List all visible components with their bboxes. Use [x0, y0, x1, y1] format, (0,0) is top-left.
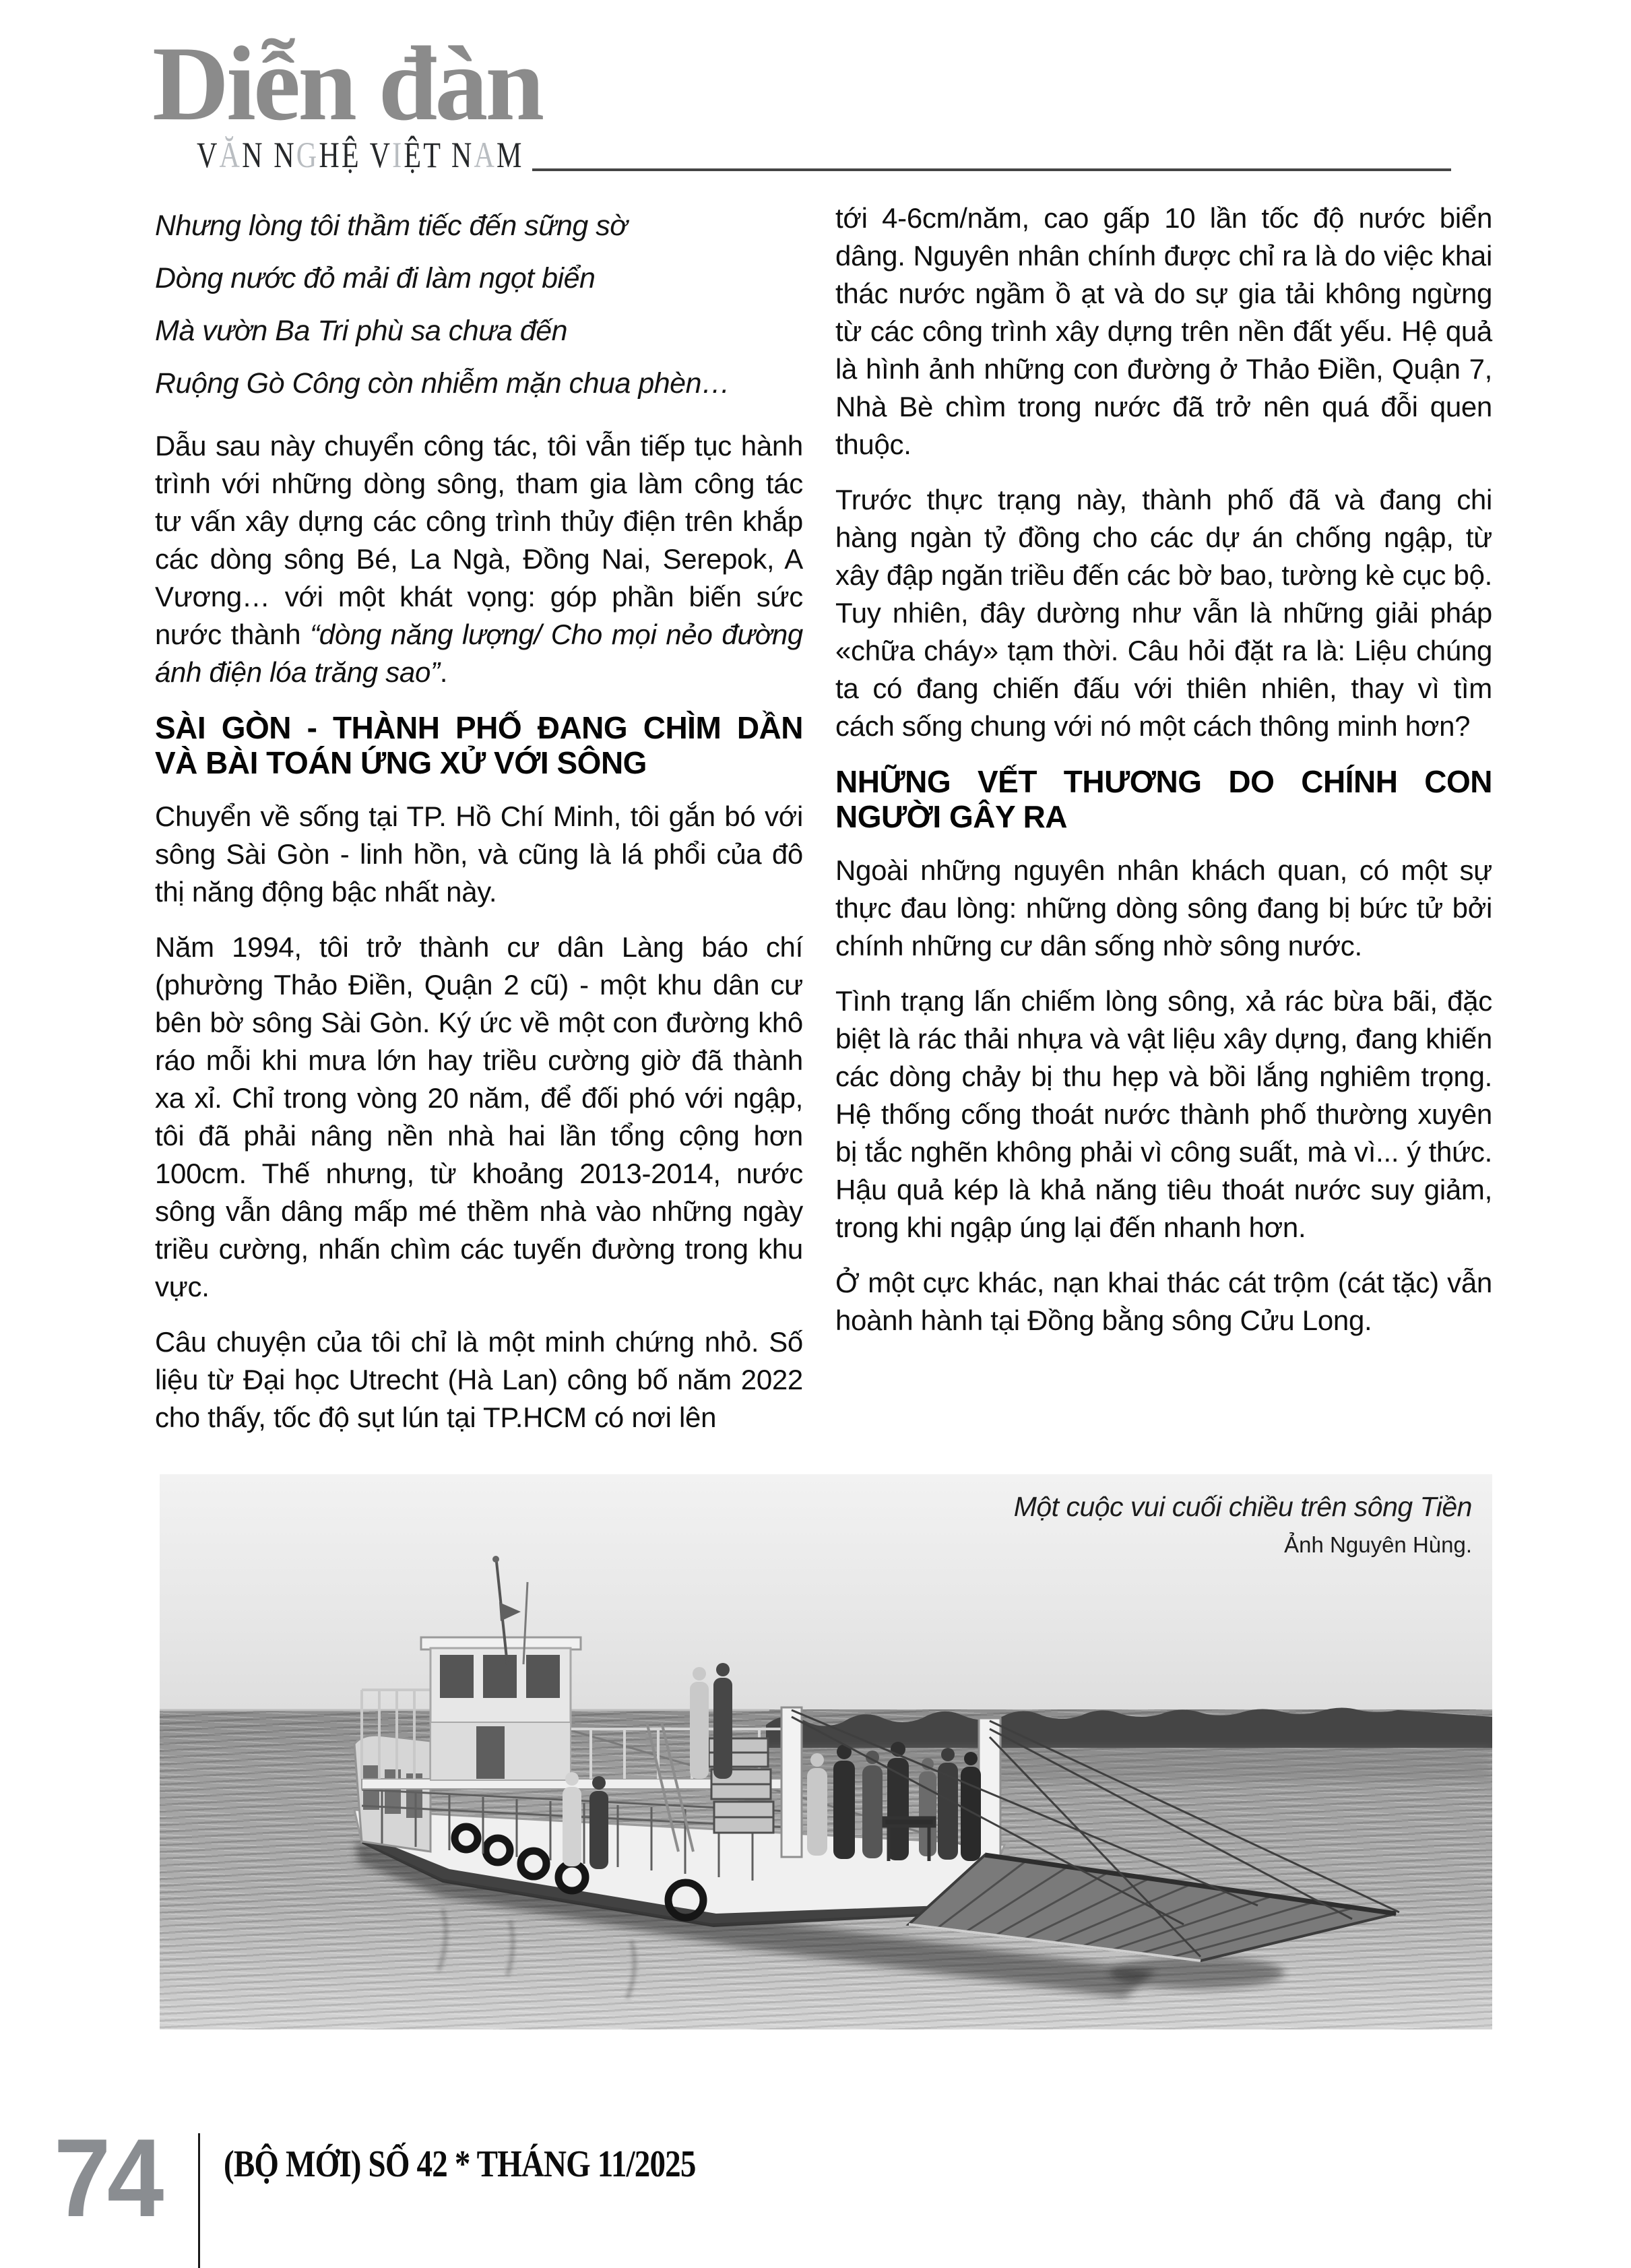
paragraph: Trước thực trạng này, thành phố đã và đang chi hàng ngàn tỷ đồng cho các dự án chống ngập, từ xây đập ngăn triều đến các bờ bao, tường kè cục bộ. Tuy nhiên, đây dường như vẫn là những giải pháp «chữa cháy» tạm thời. Câu hỏi đặt ra là: Liệu chúng ta có đang chiến đấu với thiên nhiên, thay vì tìm cách sống chung với nó một cách thông minh hơn? — [835, 484, 1492, 742]
heading-line: SÀI GÒN - THÀNH PHỐ ĐANG CHÌM DẦN — [155, 710, 803, 745]
heading-line: NHỮNG VẾT THƯƠNG DO CHÍNH CON — [835, 764, 1492, 799]
treeline — [766, 1707, 1492, 1748]
paragraph-text: Dẫu sau này chuyển công tác, tôi vẫn tiếp tục hành trình với những dòng sông, tham gia làm công tác tư vấn xây dựng các công trình thủy điện trên khắp các dòng sông Bé, La Ngà, Đồng Nai, Serepok, A Vương… với một khát vọng: góp phần biến sức nước thành — [155, 430, 803, 650]
paragraph: Ngoài những nguyên nhân khách quan, có một sự thực đau lòng: những dòng sông đang bị bức tử bởi chính những cư dân sống nhờ sông nước. — [835, 854, 1492, 962]
footer-divider — [198, 2133, 200, 2268]
bow-post-left — [781, 1707, 802, 1857]
issue-line: (BỘ MỚI) SỐ 42 * THÁNG 11/2025 — [224, 2143, 696, 2185]
heading-line: VÀ BÀI TOÁN ỨNG XỬ VỚI SÔNG — [155, 745, 647, 780]
photo-caption: Một cuộc vui cuối chiều trên sông Tiền — [1013, 1491, 1472, 1522]
page-number: 74 — [54, 2116, 160, 2240]
wheelhouse-windows — [440, 1655, 560, 1698]
poem-block — [155, 199, 803, 410]
flag — [499, 1602, 521, 1621]
right-column — [835, 199, 1492, 1437]
section-heading-saigon — [155, 710, 803, 780]
photo-credit: Ảnh Nguyên Hùng. — [1284, 1532, 1472, 1557]
poem-line: Mà vườn Ba Tri phù sa chưa đến — [155, 315, 568, 347]
paragraph: Năm 1994, tôi trở thành cư dân Làng báo chí (phường Thảo Điền, Quận 2 cũ) - một khu dân cư bên bờ sông Sài Gòn. Ký ức về một con đường khô ráo mỗi khi mưa lớn hay triều cường giờ đã thành xa xỉ. Chỉ trong vòng 20 năm, để đối phó với ngập, tôi đã phải nâng nền nhà hai lần tổng cộng hơn 100cm. Thế nhưng, từ khoảng 2013-2014, nước sông vẫn dâng mấp mé thềm nhà vào những ngày triều cường, nhấn chìm các tuyến đường trong khu vực. — [155, 931, 803, 1302]
paragraph: Tình trạng lấn chiếm lòng sông, xả rác bừa bãi, đặc biệt là rác thải nhựa và vật liệu xây dựng, đang khiến các dòng chảy bị thu hẹp và bồi lắng nghiêm trọng. Hệ thống cống thoát nước thành phố thường xuyên bị tắc nghẽn không phải vì công suất, mà vì... ý thức. Hậu quả kép là khả năng tiêu thoát nước suy giảm, trong khi ngập úng lại đến nhanh hơn. — [835, 985, 1492, 1243]
paragraph-text: . — [439, 656, 448, 688]
article-body — [155, 199, 1492, 1437]
poem-line: Dòng nước đỏ mải đi làm ngọt biển — [155, 262, 596, 294]
poem-line: Ruộng Gò Công còn nhiễm mặn chua phèn… — [155, 367, 730, 400]
ferry-photo — [160, 1474, 1492, 2029]
wheelhouse-door — [476, 1726, 505, 1779]
masthead-subtitle: VĂN NGHỆ VIỆT NAM — [197, 135, 524, 175]
paragraph: Câu chuyện của tôi chỉ là một minh chứng nhỏ. Số liệu từ Đại học Utrecht (Hà Lan) công bố năm 2022 cho thấy, tốc độ sụt lún tại TP.HCM có nơi lên — [155, 1326, 803, 1433]
heading-line: NGƯỜI GÂY RA — [835, 799, 1068, 834]
paragraph: tới 4-6cm/năm, cao gấp 10 lần tốc độ nước biển dâng. Nguyên nhân chính được chỉ ra là do việc khai thác nước ngầm ồ ạt và do sự gia tải không ngừng từ các công trình xây dựng trên nền đất yếu. Hệ quả là hình ảnh những con đường ở Thảo Điền, Quận 7, Nhà Bè chìm trong nước đã trở nên quá đỗi quen thuộc. — [835, 202, 1492, 460]
poem-line: Nhưng lòng tôi thầm tiếc đến sững sờ — [155, 210, 627, 242]
paragraph: Ở một cực khác, nạn khai thác cát trộm (cát tặc) vẫn hoành hành tại Đồng bằng sông Cửu Long. — [835, 1267, 1492, 1336]
masthead-rule — [532, 168, 1451, 171]
mast-top — [492, 1556, 499, 1563]
photo-caption-block — [1014, 1490, 1472, 1558]
quoted-verse: “dòng năng lượng/ Cho mọi nẻo đường ánh điện lóa trăng sao” — [155, 619, 803, 688]
paragraph: Chuyển về sống tại TP. Hồ Chí Minh, tôi gắn bó với sông Sài Gòn - linh hồn, và cũng là lá phổi của đô thị năng động bậc nhất này. — [155, 800, 803, 908]
section-heading-wounds — [835, 764, 1492, 834]
left-column — [155, 199, 803, 1437]
paragraph — [155, 427, 803, 691]
masthead-title: Diễn đàn — [152, 25, 542, 143]
